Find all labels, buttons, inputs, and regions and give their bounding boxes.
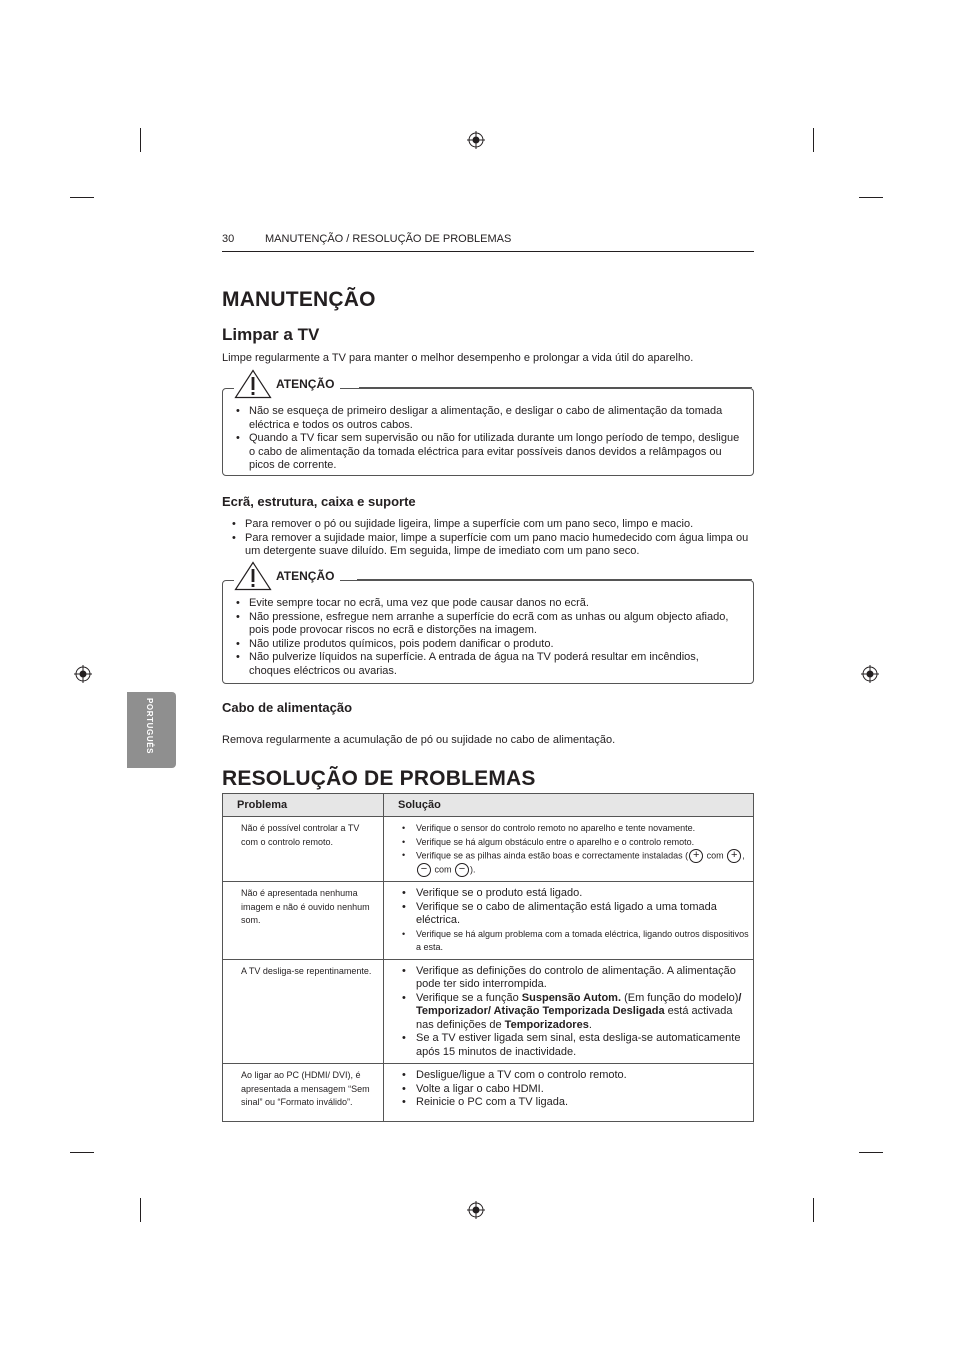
- screen-heading: Ecrã, estrutura, caixa e suporte: [222, 494, 416, 509]
- table-row: [223, 817, 754, 882]
- maintenance-title: MANUTENÇÃO: [222, 288, 376, 311]
- solution-cell: [384, 817, 754, 882]
- list-item: • Para remover a sujidade maior, limpe a superfície com um pano macio humedecido com água limpa ou um detergente suave diluído. Em seguida, limpe de imediato com um pano seco.: [231, 532, 751, 559]
- solution-cell: [384, 882, 754, 960]
- list-item: • Verifique se o cabo de alimentação está ligado a uma tomada eléctrica.: [401, 901, 749, 928]
- screen-list: [231, 518, 751, 559]
- language-tab: [127, 692, 176, 768]
- list-item: • Reinicie o PC com a TV ligada.: [401, 1096, 749, 1110]
- warning-list: [235, 597, 740, 678]
- text-segment: Verifique se as pilhas ainda estão boas e correctamente instaladas (: [416, 850, 689, 861]
- warning-header: [234, 561, 340, 591]
- header-rule: [222, 251, 754, 252]
- text-segment: está activada nas definições de: [416, 1005, 733, 1031]
- problem-cell: Ao ligar ao PC (HDMI/ DVI), é apresentada a mensagem “Sem sinal” ou “Formato inválido”.: [223, 1064, 384, 1122]
- running-header: MANUTENÇÃO / RESOLUÇÃO DE PROBLEMAS: [265, 233, 512, 245]
- text-segment: com: [704, 850, 727, 861]
- solution-cell: [384, 959, 754, 1064]
- list-item: • Verifique as definições do controlo de alimentação. A alimentação pode ter sido interrompida.: [401, 965, 749, 992]
- minus-circle-icon: −: [417, 863, 431, 877]
- plus-circle-icon: +: [689, 849, 703, 863]
- column-header-solution: Solução: [384, 794, 754, 817]
- text-segment: (Em função do modelo): [621, 991, 739, 1004]
- warning-triangle-icon: [234, 561, 272, 591]
- table-row: [223, 1064, 754, 1122]
- warning-header: [234, 369, 340, 399]
- setting-name: Suspensão Autom.: [521, 991, 622, 1004]
- table-row: [223, 882, 754, 960]
- table-row: [223, 959, 754, 1064]
- troubleshooting-title: RESOLUÇÃO DE PROBLEMAS: [222, 767, 536, 790]
- text-segment: com: [432, 864, 455, 875]
- list-item: • Verifique se há algum obstáculo entre o aparelho e o controlo remoto.: [401, 836, 749, 850]
- solution-cell: [384, 1064, 754, 1122]
- list-item: • Verifique o sensor do controlo remoto no aparelho e tente novamente.: [401, 822, 749, 836]
- language-tab-label: PORTUGUÊS: [145, 698, 154, 755]
- registration-mark-icon: [467, 1201, 485, 1219]
- problem-cell: Não é apresentada nenhuma imagem e não é ouvido nenhum som.: [223, 882, 384, 960]
- list-item: • Não pulverize líquidos na superfície. A entrada de água na TV poderá resultar em incêndios, choques eléctricos ou avarias.: [235, 651, 740, 678]
- list-item: • Volte a ligar o cabo HDMI.: [401, 1083, 749, 1097]
- problem-cell: Não é possível controlar a TV com o controlo remoto.: [223, 817, 384, 882]
- registration-mark-icon: [74, 665, 92, 683]
- cable-heading: Cabo de alimentação: [222, 700, 353, 715]
- setting-name: / Temporizador/ Ativação Temporizada Desligada: [416, 991, 742, 1017]
- text-segment: ).: [470, 864, 476, 875]
- list-item: [401, 992, 749, 1033]
- list-item: • Verifique se o produto está ligado.: [401, 887, 749, 901]
- clean-tv-heading: Limpar a TV: [222, 325, 320, 344]
- warning-triangle-icon: [234, 369, 272, 399]
- list-item: • Não se esqueça de primeiro desligar a alimentação, e desligar o cabo de alimentação da tomada eléctrica e todos os outros cabos.: [235, 405, 740, 432]
- registration-mark-icon: [467, 131, 485, 149]
- list-item: • Não utilize produtos químicos, pois podem danificar o produto.: [235, 638, 740, 652]
- warning-label: ATENÇÃO: [276, 377, 335, 391]
- table-header-row: [223, 794, 754, 817]
- list-item: • Verifique se há algum problema com a tomada eléctrica, ligando outros dispositivos a esta.: [401, 928, 749, 955]
- cable-text: Remova regularmente a acumulação de pó ou sujidade no cabo de alimentação.: [222, 734, 616, 746]
- text-segment: Verifique se a função: [416, 991, 522, 1004]
- troubleshooting-table: [222, 793, 754, 1122]
- warning-label: ATENÇÃO: [276, 569, 335, 583]
- list-item: • Evite sempre tocar no ecrã, uma vez que pode causar danos no ecrã.: [235, 597, 740, 611]
- list-item: [401, 849, 749, 877]
- text-segment: .: [588, 1018, 592, 1031]
- clean-intro: Limpe regularmente a TV para manter o melhor desempenho e prolongar a vida útil do aparelho.: [222, 352, 694, 364]
- setting-name: Temporizadores: [504, 1018, 589, 1031]
- minus-circle-icon: −: [455, 863, 469, 877]
- list-item: • Para remover o pó ou sujidade ligeira, limpe a superfície com um pano seco, limpo e macio.: [231, 518, 751, 532]
- page-number: 30: [222, 233, 235, 245]
- list-item: • Não pressione, esfregue nem arranhe a superfície do ecrã com as unhas ou algum objecto afiado, pois pode provocar riscos no ecrã e distorções na imagem.: [235, 611, 740, 638]
- problem-cell: A TV desliga-se repentinamente.: [223, 959, 384, 1064]
- column-header-problem: Problema: [223, 794, 384, 817]
- list-item: • Desligue/ligue a TV com o controlo remoto.: [401, 1069, 749, 1083]
- list-item: • Quando a TV ficar sem supervisão ou não for utilizada durante um longo período de tempo, desligue o cabo de alimentação da tomada eléctrica para evitar possíveis danos devidos a relâmpagos ou picos de corrente.: [235, 432, 740, 473]
- registration-mark-icon: [861, 665, 879, 683]
- warning-list: [235, 405, 740, 473]
- text-segment: ,: [742, 850, 745, 861]
- list-item: • Se a TV estiver ligada sem sinal, esta desliga-se automaticamente após 15 minutos de inactividade.: [401, 1032, 749, 1059]
- plus-circle-icon: +: [727, 849, 741, 863]
